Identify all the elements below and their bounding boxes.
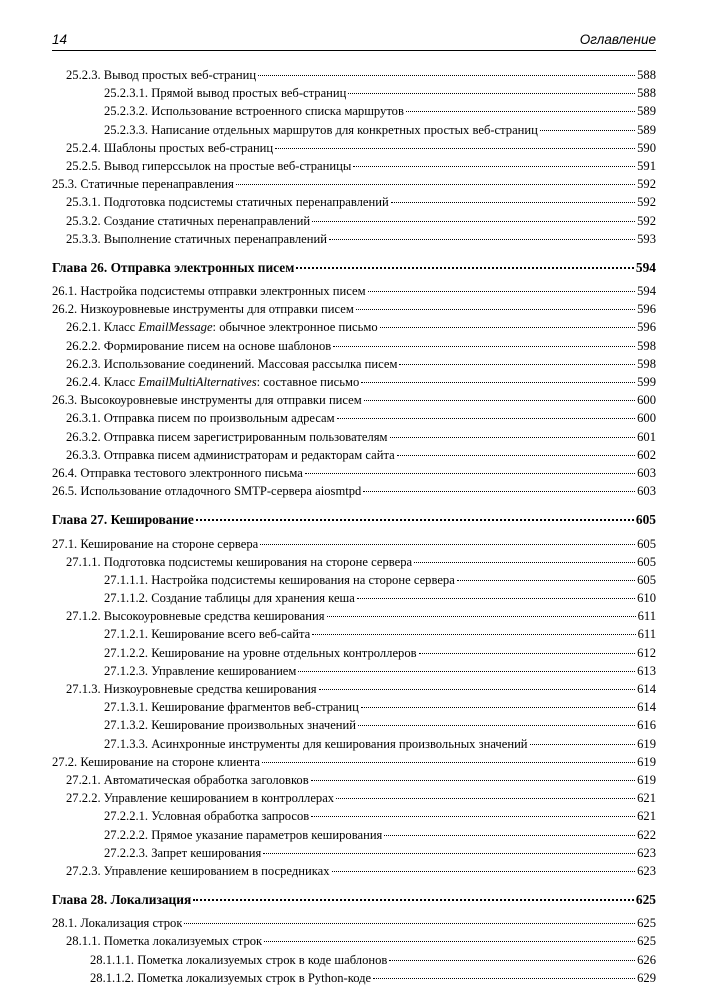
dot-leader (363, 491, 635, 492)
dot-leader (457, 580, 635, 581)
toc-entry (52, 753, 656, 771)
toc-entry-page-number: 589 (637, 122, 656, 137)
toc-entry-page-number: 625 (637, 916, 656, 931)
toc-entry-title-part: 26.2.4. Класс (66, 375, 139, 389)
dot-leader (260, 544, 635, 545)
toc-entry-title: 26.1. Настройка подсистемы отправки электронных писем (52, 284, 366, 299)
toc-entry (52, 553, 656, 571)
toc-entry (52, 121, 656, 139)
dot-leader (373, 978, 635, 979)
toc-entry-page-number: 590 (637, 140, 656, 155)
dot-leader (258, 75, 635, 76)
toc-entry-title: 27.2.1. Автоматическая обработка заголовков (66, 772, 309, 787)
toc-entry-title: 26.2.3. Использование соединений. Массовая рассылка писем (66, 356, 398, 371)
toc-entry-page-number: 605 (637, 536, 656, 551)
page-header (52, 32, 656, 51)
toc-entry-page-number: 625 (635, 892, 656, 908)
dot-leader (389, 960, 635, 961)
dot-leader (348, 93, 635, 94)
toc-entry-title: 27.1.3.2. Кеширование произвольных значений (104, 718, 357, 733)
toc-entry-title: 26.3.3. Отправка писем администраторам и редакторам сайта (66, 447, 395, 462)
toc-entry-title: 27.1.1.1. Настройка подсистемы кеширования на стороне сервера (104, 572, 455, 587)
toc-entry (52, 428, 656, 446)
toc-entry-title: 26.2. Низкоуровневые инструменты для отправки писем (52, 302, 354, 317)
toc-entry (52, 862, 656, 880)
toc-entry-page-number: 611 (637, 609, 656, 624)
dot-leader (311, 816, 635, 817)
toc-entry (52, 789, 656, 807)
dot-leader (380, 327, 635, 328)
toc-entry-page-number: 596 (637, 320, 656, 335)
toc-entry-page-number: 605 (637, 554, 656, 569)
dot-leader (399, 364, 635, 365)
toc-chapter-entry (52, 511, 656, 529)
toc-entry (52, 771, 656, 789)
page-number: 14 (52, 32, 68, 47)
dot-leader (312, 634, 635, 635)
dot-leader (353, 166, 635, 167)
dot-leader (391, 202, 635, 203)
dot-leader (356, 309, 635, 310)
toc-entry-page-number: 599 (637, 375, 656, 389)
toc-entry-page-number: 625 (637, 934, 656, 949)
toc-entry (52, 735, 656, 753)
toc-entry-title: 27.2.2.1. Условная обработка запросов (104, 809, 310, 824)
running-title: Оглавление (579, 32, 656, 47)
toc-entry-page-number: 613 (637, 663, 656, 678)
toc-entry (52, 826, 656, 844)
dot-leader (406, 111, 635, 112)
toc-entry (52, 625, 656, 643)
dot-leader (329, 239, 635, 240)
dot-leader (361, 707, 635, 708)
toc-entry-title: 27.1.2.1. Кеширование всего веб-сайта (104, 627, 311, 642)
toc-entry-page-number: 605 (635, 512, 656, 528)
toc-entry (52, 535, 656, 553)
toc-entry-title: 25.3.3. Выполнение статичных перенаправлений (66, 231, 327, 246)
toc-entry-title: 25.3.1. Подготовка подсистемы статичных перенаправлений (66, 195, 389, 210)
toc-entry (52, 844, 656, 862)
toc-entry-title: 27.1.1. Подготовка подсистемы кеширования на стороне сервера (66, 554, 413, 569)
toc-entry (52, 212, 656, 230)
toc-entry-title-part: : обычное электронное письмо (212, 320, 378, 335)
toc-entry-title (66, 373, 359, 391)
toc-entry-title: 25.2.3.1. Прямой вывод простых веб-страниц (104, 86, 347, 101)
toc-entry-title: 26.3.1. Отправка писем по произвольным адресам (66, 411, 335, 426)
toc-entry-page-number: 600 (637, 393, 656, 408)
toc-entry (52, 102, 656, 120)
toc-entry (52, 157, 656, 175)
dot-leader (262, 762, 635, 763)
toc-entry-title: 26.2.2. Формирование писем на основе шаблонов (66, 338, 332, 353)
toc-entry-title: 27.1.1.2. Создание таблицы для хранения кеша (104, 591, 355, 606)
toc-entry (52, 446, 656, 464)
dot-leader (337, 418, 635, 419)
toc-entry (52, 139, 656, 157)
toc-entry-page-number: 626 (637, 952, 656, 967)
toc-entry-title: 25.3. Статичные перенаправления (52, 177, 234, 192)
toc-entry-page-number: 619 (637, 736, 656, 751)
toc-entry (52, 318, 656, 336)
toc-chapter-entry (52, 259, 656, 277)
dot-leader (336, 798, 635, 799)
toc-entry-page-number: 616 (637, 718, 656, 733)
table-of-contents (52, 66, 656, 987)
toc-entry-title: 27.1.2.2. Кеширование на уровне отдельных контроллеров (104, 645, 417, 660)
toc-entry-page-number: 592 (637, 195, 656, 210)
toc-entry-title: Глава 27. Кеширование (52, 512, 194, 528)
dot-leader (390, 437, 636, 438)
toc-entry (52, 355, 656, 373)
toc-entry (52, 969, 656, 987)
toc-entry-page-number: 621 (637, 809, 656, 824)
toc-entry (52, 571, 656, 589)
toc-entry-page-number: 598 (637, 338, 656, 353)
toc-entry (52, 589, 656, 607)
toc-entry-title: Глава 26. Отправка электронных писем (52, 259, 295, 275)
toc-entry-title (66, 318, 378, 336)
toc-entry-title: 27.2.3. Управление кешированием в посредниках (66, 863, 330, 878)
dot-leader (361, 382, 635, 383)
toc-entry-page-number: 588 (637, 68, 656, 82)
toc-entry (52, 230, 656, 248)
toc-entry-title: 26.3. Высокоуровневые инструменты для отправки писем (52, 393, 362, 408)
toc-entry-title: 27.2.2.2. Прямое указание параметров кеширования (104, 827, 383, 842)
toc-entry-title: 28.1.1. Пометка локализуемых строк (66, 934, 263, 949)
toc-entry-page-number: 589 (637, 104, 656, 119)
toc-entry-title: 26.3.2. Отправка писем зарегистрированным пользователям (66, 429, 388, 444)
toc-entry (52, 84, 656, 102)
dot-leader (333, 346, 635, 347)
dot-leader (540, 130, 635, 131)
toc-chapter-entry (52, 891, 656, 909)
toc-entry (52, 409, 656, 427)
toc-entry-title-part: 26.2.1. Класс (66, 320, 139, 335)
toc-entry-title: 27.2.2. Управление кешированием в контроллерах (66, 791, 335, 806)
dot-leader (397, 455, 635, 456)
toc-entry (52, 716, 656, 734)
toc-entry (52, 807, 656, 825)
toc-entry-page-number: 619 (637, 754, 656, 769)
dot-leader (311, 780, 635, 781)
toc-entry-title: 27.1.3.3. Асинхронные инструменты для кеширования произвольных значений (104, 736, 528, 751)
dot-leader (530, 744, 636, 745)
toc-entry-class-name: EmailMessage (138, 320, 213, 335)
toc-entry-title: 26.5. Использование отладочного SMTP-сервера aiosmtpd (52, 484, 362, 499)
dot-leader (358, 725, 635, 726)
toc-entry-title: Глава 28. Локализация (52, 892, 192, 908)
dot-leader (275, 148, 635, 149)
toc-entry (52, 482, 656, 500)
toc-entry-page-number: 611 (637, 627, 656, 642)
toc-entry (52, 698, 656, 716)
toc-entry (52, 932, 656, 950)
toc-entry (52, 607, 656, 625)
toc-entry-title: 25.3.2. Создание статичных перенаправлений (66, 213, 311, 228)
toc-entry-page-number: 614 (637, 682, 656, 696)
dot-leader (196, 519, 634, 521)
toc-entry (52, 282, 656, 300)
dot-leader (298, 671, 635, 672)
dot-leader (193, 899, 634, 901)
toc-entry-page-number: 610 (637, 591, 656, 606)
toc-entry-title: 27.1.3.1. Кеширование фрагментов веб-страниц (104, 700, 359, 715)
toc-entry-page-number: 603 (637, 484, 656, 499)
dot-leader (327, 616, 636, 617)
toc-entry-page-number: 602 (637, 447, 656, 462)
toc-entry-title: 25.2.5. Вывод гиперссылок на простые веб-страницы (66, 158, 352, 173)
toc-entry-title: 28.1.1.2. Пометка локализуемых строк в Python-коде (90, 970, 372, 985)
toc-entry (52, 464, 656, 482)
toc-entry-title: 27.2.2.3. Запрет кеширования (104, 845, 262, 860)
toc-entry-title: 26.4. Отправка тестового электронного письма (52, 465, 303, 480)
toc-entry (52, 914, 656, 932)
toc-entry (52, 951, 656, 969)
toc-entry-title: 27.2. Кеширование на стороне клиента (52, 754, 260, 769)
dot-leader (332, 871, 636, 872)
toc-entry (52, 337, 656, 355)
toc-entry-page-number: 600 (637, 411, 656, 426)
toc-entry (52, 66, 656, 84)
toc-entry (52, 680, 656, 698)
toc-entry (52, 391, 656, 409)
dot-leader (414, 562, 635, 563)
toc-entry-page-number: 601 (637, 429, 656, 444)
toc-entry-page-number: 605 (637, 572, 656, 587)
toc-entry-page-number: 596 (637, 302, 656, 317)
dot-leader (364, 400, 635, 401)
toc-entry-page-number: 623 (637, 863, 656, 878)
dot-leader (368, 291, 636, 292)
dot-leader (236, 184, 635, 185)
toc-entry-title: 25.2.4. Шаблоны простых веб-страниц (66, 140, 274, 155)
toc-entry-page-number: 594 (635, 259, 656, 275)
toc-entry-title: 28.1.1.1. Пометка локализуемых строк в коде шаблонов (90, 952, 388, 967)
toc-entry-title: 28.1. Локализация строк (52, 916, 183, 931)
toc-entry-page-number: 612 (637, 645, 656, 660)
toc-entry-page-number: 621 (637, 791, 656, 806)
dot-leader (296, 267, 634, 269)
toc-entry-page-number: 591 (637, 158, 656, 173)
toc-entry (52, 373, 656, 391)
toc-entry-page-number: 594 (637, 284, 656, 299)
toc-entry-page-number: 588 (637, 86, 656, 101)
toc-entry-page-number: 619 (637, 772, 656, 787)
toc-entry (52, 175, 656, 193)
toc-entry-title: 25.2.3.3. Написание отдельных маршрутов для конкретных простых веб-страниц (104, 122, 538, 137)
toc-entry-title: 27.1.2. Высокоуровневые средства кеширования (66, 609, 325, 624)
toc-entry-page-number: 603 (637, 465, 656, 480)
toc-entry-page-number: 629 (637, 970, 656, 985)
toc-entry (52, 644, 656, 662)
toc-entry-page-number: 614 (637, 700, 656, 715)
toc-entry-page-number: 598 (637, 356, 656, 371)
toc-entry-page-number: 592 (637, 213, 656, 228)
toc-entry-title: 25.2.3.2. Использование встроенного списка маршрутов (104, 104, 404, 119)
toc-entry-title: 25.2.3. Вывод простых веб-страниц (66, 68, 257, 82)
toc-entry-page-number: 622 (637, 827, 656, 842)
toc-entry (52, 662, 656, 680)
dot-leader (312, 221, 635, 222)
dot-leader (263, 853, 635, 854)
dot-leader (357, 598, 635, 599)
dot-leader (384, 835, 635, 836)
toc-entry-page-number: 592 (637, 177, 656, 192)
toc-entry-title: 27.1.2.3. Управление кешированием (104, 663, 297, 678)
toc-entry (52, 193, 656, 211)
toc-entry-title: 27.1. Кеширование на стороне сервера (52, 536, 259, 551)
dot-leader (419, 653, 636, 654)
dot-leader (305, 473, 635, 474)
toc-entry-title: 27.1.3. Низкоуровневые средства кеширования (66, 682, 317, 696)
toc-entry-page-number: 623 (637, 845, 656, 860)
toc-entry-page-number: 593 (637, 231, 656, 246)
dot-leader (264, 941, 635, 942)
toc-entry-title-part: : составное письмо (256, 375, 360, 389)
dot-leader (319, 689, 636, 690)
toc-entry-class-name: EmailMultiAlternatives (138, 375, 257, 389)
dot-leader (184, 923, 635, 924)
toc-entry (52, 300, 656, 318)
